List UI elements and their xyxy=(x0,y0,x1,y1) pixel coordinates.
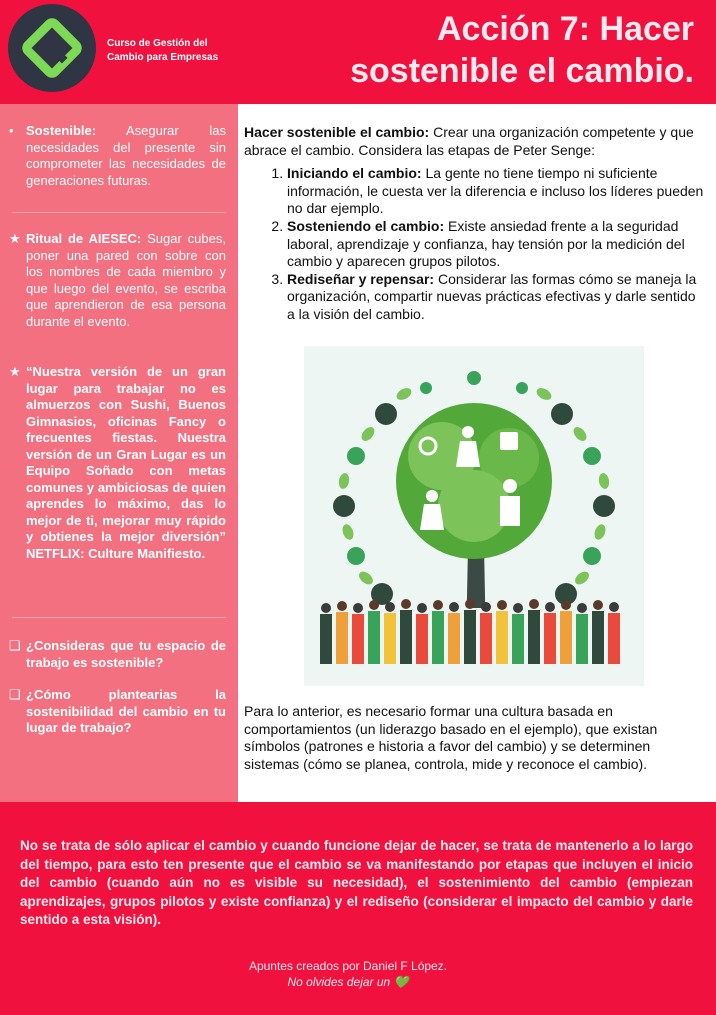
netflix-quote: “Nuestra versión de un gran lugar para trabajar no es almuerzos con Sushi, Buenos Gimnasios, oficinas Fancy o frecuentes fiestas. Nuestra versión de un Gran Lugar es un Equipo Soñado con metas comunes y ambiciosas de quien aprendes lo máximo, das lo mejor de ti, mejorar muy rápido y obtienes la mejor diversión” NETFLIX: Culture Manifiesto. xyxy=(26,364,226,561)
author-credit: Apuntes creados por Daniel F López. xyxy=(248,959,448,973)
course-name-line1: Curso de Gestión del xyxy=(107,38,208,49)
ritual-text: Sugar cubes, poner una pared con sobre con los nombres de cada miembro y que luego del evento, se escriba que aprendieron de esa persona durante el evento. xyxy=(26,231,226,329)
sustainability-tree-illustration xyxy=(304,346,644,686)
sidebar-divider xyxy=(12,617,226,618)
intro-text: Crear una organización competente y que abrace el cambio. Considera las etapas de Peter Senge: xyxy=(244,124,694,158)
page-title-line1: Acción 7: Hacer xyxy=(437,10,694,48)
star-icon: ★ xyxy=(9,364,21,379)
stage-text: Considerar las formas cómo se maneja la organización, compartir nuevas prácticas efectivas y darle sentido a la visión del cambio. xyxy=(287,270,697,322)
course-logo xyxy=(8,4,96,92)
checkbox-icon: ❑ xyxy=(9,638,21,653)
reflection-question-1: ¿Consideras que tu espacio de trabajo es sostenible? xyxy=(26,638,226,670)
like-reminder-text: No olvides dejar un xyxy=(287,975,391,989)
reflection-question-2: ¿Cómo plantearias la sostenibilidad del cambio en tu lugar de trabajo? xyxy=(26,687,226,735)
aiesec-ritual xyxy=(26,231,226,330)
stage-item xyxy=(287,271,704,324)
bullet-icon: • xyxy=(9,123,14,138)
like-reminder xyxy=(0,975,696,989)
definition-text: Asegurar las necesidades del presente sin comprometer las necesidades de generaciones futuras. xyxy=(26,123,226,188)
stage-item xyxy=(287,165,704,218)
diamond-logo-icon xyxy=(8,4,96,92)
green-heart-icon: 💚 xyxy=(393,975,409,989)
stage-term: Rediseñar y repensar: xyxy=(287,270,435,287)
star-icon: ★ xyxy=(9,231,21,246)
intro-term: Hacer sostenible el cambio: xyxy=(244,124,430,140)
main-content xyxy=(244,124,704,324)
stage-term: Iniciando el cambio: xyxy=(287,165,422,182)
header-banner xyxy=(0,0,716,104)
ritual-term: Ritual de AIESEC: xyxy=(26,231,142,246)
stage-term: Sosteniendo el cambio: xyxy=(287,217,445,234)
checkbox-icon: ❑ xyxy=(9,687,21,702)
stage-text: La gente no tiene tiempo ni suficiente información, le cuesta ver la diferencia e incluso los líderes pueden no dar ejemplo. xyxy=(287,165,704,217)
stage-item xyxy=(287,218,704,271)
page-title-line2: sostenible el cambio. xyxy=(350,52,694,90)
closing-paragraph: Para lo anterior, es necesario formar una cultura basada en comportamientos (un liderazgo basado en el ejemplo), que existan símbolos (patrones e historia a favor del cambio) y se determinen sistemas (cómo se planea, controla, mide y reconoce el cambio). xyxy=(244,703,658,772)
senge-stages-list xyxy=(244,165,704,323)
course-name-line2: Cambio para Empresas xyxy=(107,52,219,63)
stage-text: Existe ansiedad frente a la seguridad laboral, aprendizaje y confianza, hay tensión por la medición del cambio y aparecen grupos pilotos. xyxy=(287,217,685,270)
sustainable-definition xyxy=(26,123,226,189)
tree-people-icon xyxy=(304,346,644,686)
summary-text: No se trata de sólo aplicar el cambio y cuando funcione dejar de hacer, se trata de mantenerlo a lo largo del tiempo, para esto ten presente que el cambio se va manifestando por etapas que incluyen el inicio del cambio (cuando aún no es visible su necesidad), el sostenimiento del cambio (empiezan aprendizajes, grupos pilotos y existe confianza) y el rediseño (considerar el impacto del cambio y darle sentido a esta visión). xyxy=(20,838,693,927)
sidebar-divider xyxy=(12,212,226,213)
definition-term: Sostenible: xyxy=(26,123,97,138)
intro-paragraph xyxy=(244,124,704,159)
